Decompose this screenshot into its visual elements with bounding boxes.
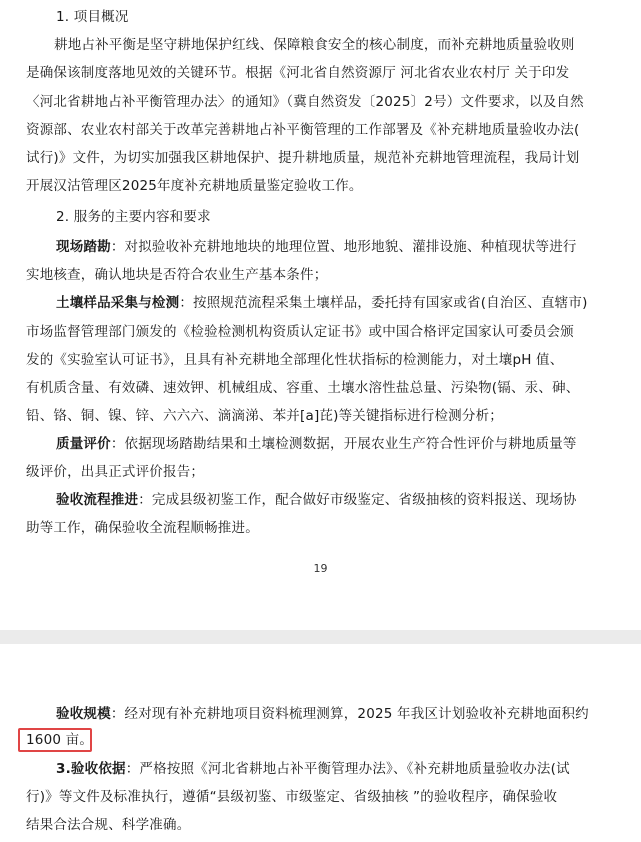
acceptance-scale-line: [0, 700, 641, 728]
soil-sampling-label: 土壤样品采集与检测: [56, 295, 180, 311]
acceptance-scale-label: 验收规模: [56, 706, 111, 722]
paragraph-line: 发的《实验室认可证书》，且具有补充耕地全部理化性状指标的检测能力，对土壤pH 值、: [26, 352, 564, 368]
page-number: 19: [313, 562, 328, 575]
section-heading-project-overview: 1. 项目概况: [56, 9, 129, 25]
soil-sampling-line: [0, 289, 641, 317]
acceptance-basis-text: ：严格按照《河北省耕地占补平衡管理办法》、《补充耕地质量验收办法(试: [125, 761, 570, 777]
paragraph-line: 助等工作，确保验收全流程顺畅推进。: [26, 520, 259, 536]
section-heading-service-content: 2. 服务的主要内容和要求: [56, 209, 211, 225]
paragraph-line: 〈河北省耕地占补平衡管理办法〉的通知》（冀自然资发〔2025〕2号）文件要求，以及自然: [26, 94, 584, 110]
quality-evaluation-text: ：依据现场踏勘结果和土壤检测数据，开展农业生产符合性评价与耕地质量等: [110, 436, 577, 452]
paragraph-line: 耕地占补平衡是坚守耕地保护红线、保障粮食安全的核心制度，而补充耕地质量验收则: [54, 37, 575, 53]
acceptance-area-value: 1600 亩。: [26, 732, 94, 748]
quality-evaluation-label: 质量评价: [56, 436, 111, 452]
paragraph-line: 资源部、农业农村部关于改革完善耕地占补平衡管理的工作部署及《补充耕地质量验收办法(: [26, 122, 580, 138]
paragraph-line: 试行)》文件，为切实加强我区耕地保护、提升耕地质量，规范补充耕地管理流程，我局计划: [26, 150, 580, 166]
page-separator: [0, 630, 641, 644]
paragraph-line: 级评价，出具正式评价报告；: [26, 464, 205, 480]
acceptance-process-line: [0, 486, 641, 514]
quality-evaluation-line: [0, 430, 641, 458]
red-highlight-box: [18, 728, 92, 752]
acceptance-process-text: ：完成县级初鉴工作，配合做好市级鉴定、省级抽核的资料报送、现场协: [138, 492, 577, 508]
paragraph-line: 市场监督管理部门颁发的《检验检测机构资质认定证书》或中国合格评定国家认可委员会颁: [26, 324, 574, 340]
site-survey-text: ：对拟验收补充耕地地块的地理位置、地形地貌、灌排设施、种植现状等进行: [110, 239, 577, 255]
acceptance-basis-line: [0, 755, 641, 783]
acceptance-process-label: 验收流程推进: [56, 492, 139, 508]
paragraph-line: 开展汉沽管理区2025年度补充耕地质量鉴定验收工作。: [26, 178, 363, 194]
paragraph-line: 是确保该制度落地见效的关键环节。根据《河北省自然资源厅 河北省农业农村厅 关于印发: [26, 65, 570, 81]
soil-sampling-text: ：按照规范流程采集土壤样品，委托持有国家或省(自治区、直辖市): [179, 295, 588, 311]
paragraph-line: 实地核查，确认地块是否符合农业生产基本条件；: [26, 267, 328, 283]
site-survey-label: 现场踏勘: [56, 239, 111, 255]
paragraph-line: 行)》等文件及标准执行，遵循“县级初鉴、市级鉴定、省级抽核 ”的验收程序，确保验收: [26, 789, 558, 805]
site-survey-line: [0, 233, 641, 261]
acceptance-scale-text: ：经对现有补充耕地项目资料梳理测算，2025 年我区计划验收补充耕地面积约: [110, 706, 589, 722]
acceptance-basis-label: 3.验收依据: [56, 761, 126, 777]
paragraph-line: 铅、铬、铜、镍、锌、六六六、滴滴涕、苯并[a]芘)等关键指标进行检测分析；: [26, 408, 503, 424]
paragraph-line: 结果合法合规、科学准确。: [26, 817, 191, 833]
paragraph-line: 有机质含量、有效磷、速效钾、机械组成、容重、土壤水溶性盐总量、污染物(镉、汞、砷、: [26, 380, 580, 396]
document-page-20: [0, 644, 641, 842]
